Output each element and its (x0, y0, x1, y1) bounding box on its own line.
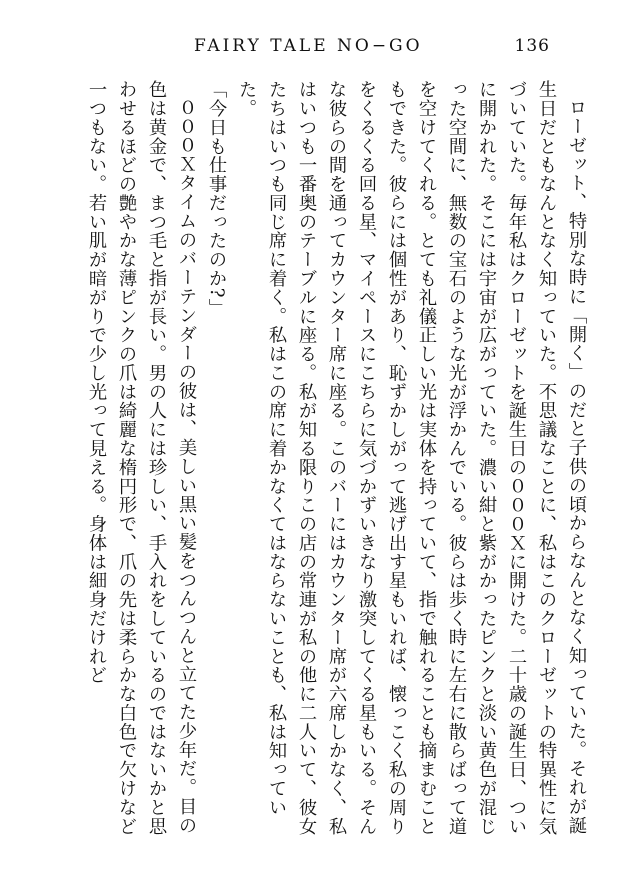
paragraph-1: ローゼット、特別な時に「開く」のだと子供の頃からなんとなく知っていた。それが誕生日だともなんとなく知っていた。不思議なことに、私はこのクローゼットの特異性に気づいていた。毎年私はクローゼットを誕生日の０００Ｘに開けた。二十歳の誕生日、ついに開かれた。そこには宇宙が広がっていた。濃い紺と紫がかったピンクと淡い黄色が混じった空間に、無数の宝石のような光が浮かんでいる。彼らは歩く時に左右に散らばって道を空けてくれる。とても礼儀正しい光は実体を持っていて、指で触れることも摘まむこともできた。彼らには個性があり、恥ずかしがって逃げ出す星もいれば、懐っこく私の周りをくるくる回る星、マイペースにこちらに気づかずいきなり激突してくる星もいる。そんな彼らの間を通ってカウンター席に座る。このバーにはカウンター席が六席しかなく、私はいつも一番奥のテーブルに座る。私が知る限りこの店の常連が私の他に二人いて、彼女たちはいつも同じ席に着く。私はこの席に着かなくてはならないことも、私は知っていた。 (236, 80, 587, 836)
book-title: FAIRY TALE NO−GO (194, 36, 423, 56)
vertical-body-text (86, 80, 591, 850)
running-header (150, 36, 550, 62)
page-number: 136 (514, 36, 550, 56)
paragraph-dialogue: 「今日も仕事だったのか?」 (206, 80, 227, 318)
paragraph-3: ０００Ｘタイムのバーテンダーの彼は、美しい黒い髪をつんつんと立てた少年だ。目の色は黄金で、まつ毛と指が長い。男の人には珍しい、手入れをしているのではないかと思わせるほどの艶やかな薄ピンクの爪は綺麗な楕円形で、爪の先は柔らかな白色で欠けなど一つもない。若い肌が暗がりで少し光って見える。身体は細身だけれど (86, 80, 197, 836)
